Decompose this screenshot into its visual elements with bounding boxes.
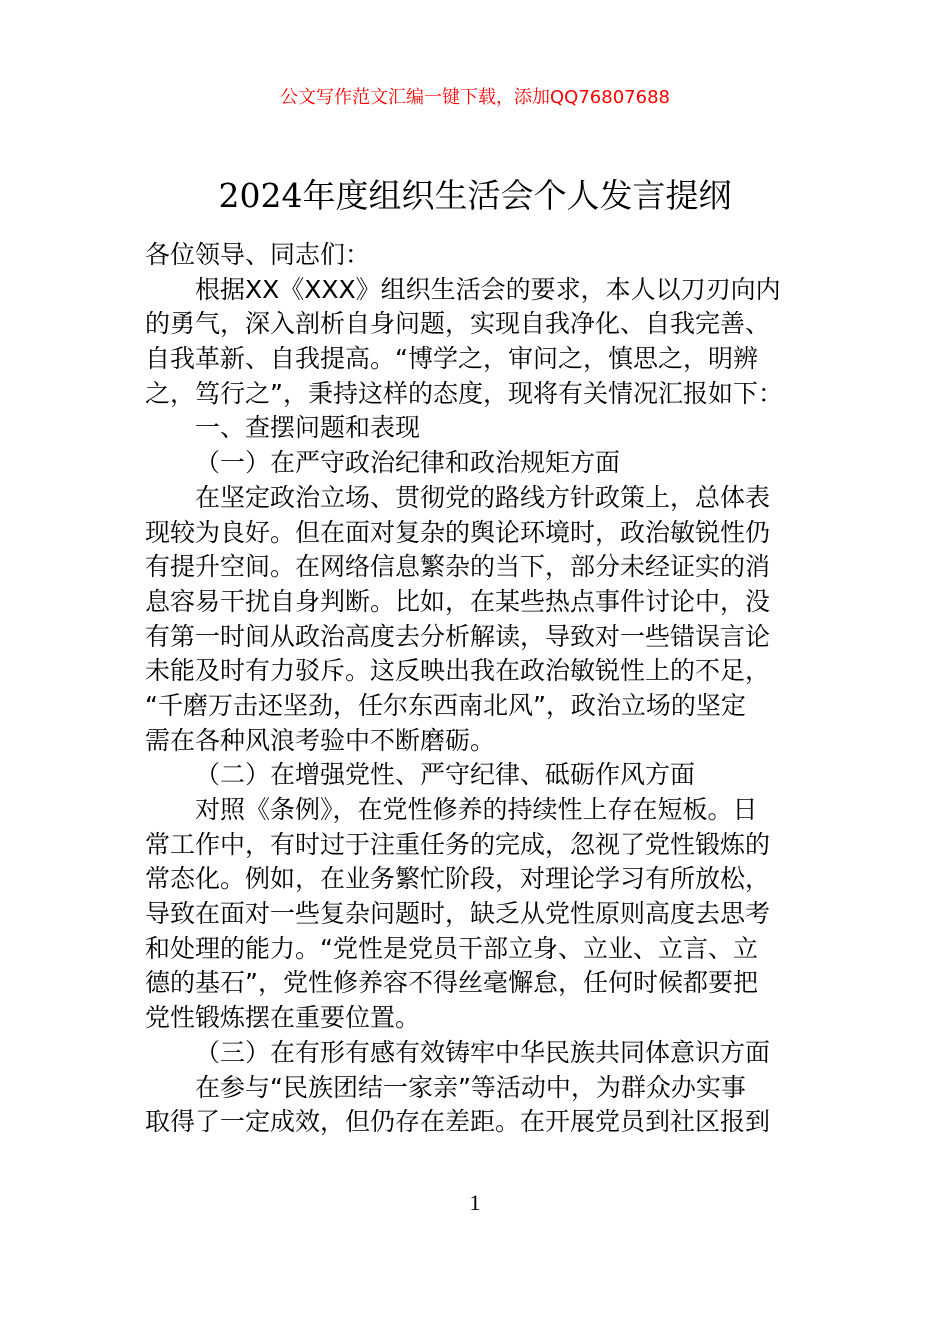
- document-title: 2024年度组织生活会个人发言提纲: [218, 176, 732, 215]
- paragraph-line: 需在各种风浪考验中不断磨砺。: [145, 725, 496, 755]
- paragraph-line: 根据XX《XXX》组织生活会的要求，本人以刀刃向内: [195, 274, 781, 304]
- paragraph-line: 有第一时间从政治高度去分析解读，导致对一些错误言论: [145, 621, 771, 651]
- paragraph-line: 在参与“民族团结一家亲”等活动中，为群众办实事: [195, 1072, 746, 1102]
- page-number: 1: [469, 1190, 481, 1215]
- paragraph-line: 党性锻炼摆在重要位置。: [145, 1003, 421, 1033]
- greeting: 各位领导、同志们：: [145, 240, 371, 269]
- paragraph-line: 在坚定政治立场、贯彻党的路线方针政策上，总体表: [195, 482, 771, 512]
- paragraph-line: 的勇气，深入剖析自身问题，实现自我净化、自我完善、: [145, 309, 771, 339]
- paragraph-line: “千磨万击还坚劲，任尔东西南北风”，政治立场的坚定: [145, 690, 746, 720]
- paragraph-line: 未能及时有力驳斥。这反映出我在政治敏锐性上的不足，: [145, 656, 771, 686]
- paragraph-line: 之，笃行之”，秉持这样的态度，现将有关情况汇报如下：: [145, 378, 783, 408]
- subsection-heading: （一）在严守政治纪律和政治规矩方面: [195, 448, 621, 478]
- paragraph-line: 德的基石”，党性修养容不得丝毫懈怠，任何时候都要把: [145, 968, 758, 998]
- paragraph-line: 常工作中，有时过于注重任务的完成，忽视了党性锻炼的: [145, 829, 771, 859]
- paragraph-line: 现较为良好。但在面对复杂的舆论环境时，政治敏锐性仍: [145, 517, 771, 547]
- paragraph-line: 对照《条例》，在党性修养的持续性上存在短板。日: [195, 795, 758, 824]
- paragraph-line: 息容易干扰自身判断。比如，在某些热点事件讨论中，没: [145, 586, 771, 616]
- paragraph-line: 自我革新、自我提高。“博学之，审问之，慎思之，明辨: [145, 344, 758, 374]
- subsection-heading: （二）在增强党性、严守纪律、砥砺作风方面: [195, 760, 696, 790]
- download-notice: 公文写作范文汇编一键下载，添加QQ76807688: [280, 87, 670, 108]
- subsection-heading: （三）在有形有感有效铸牢中华民族共同体意识方面: [195, 1037, 771, 1067]
- paragraph-line: 取得了一定成效，但仍存在差距。在开展党员到社区报到: [145, 1107, 771, 1137]
- paragraph-line: 有提升空间。在网络信息繁杂的当下，部分未经证实的消: [145, 552, 771, 582]
- document-body: [145, 238, 805, 1140]
- paragraph-line: 导致在面对一些复杂问题时，缺乏从党性原则高度去思考: [145, 899, 771, 929]
- paragraph-line: 和处理的能力。“党性是党员干部立身、立业、立言、立: [145, 933, 758, 963]
- section-heading: 一、查摆问题和表现: [195, 413, 421, 443]
- paragraph-line: 常态化。例如，在业务繁忙阶段，对理论学习有所放松，: [145, 864, 771, 894]
